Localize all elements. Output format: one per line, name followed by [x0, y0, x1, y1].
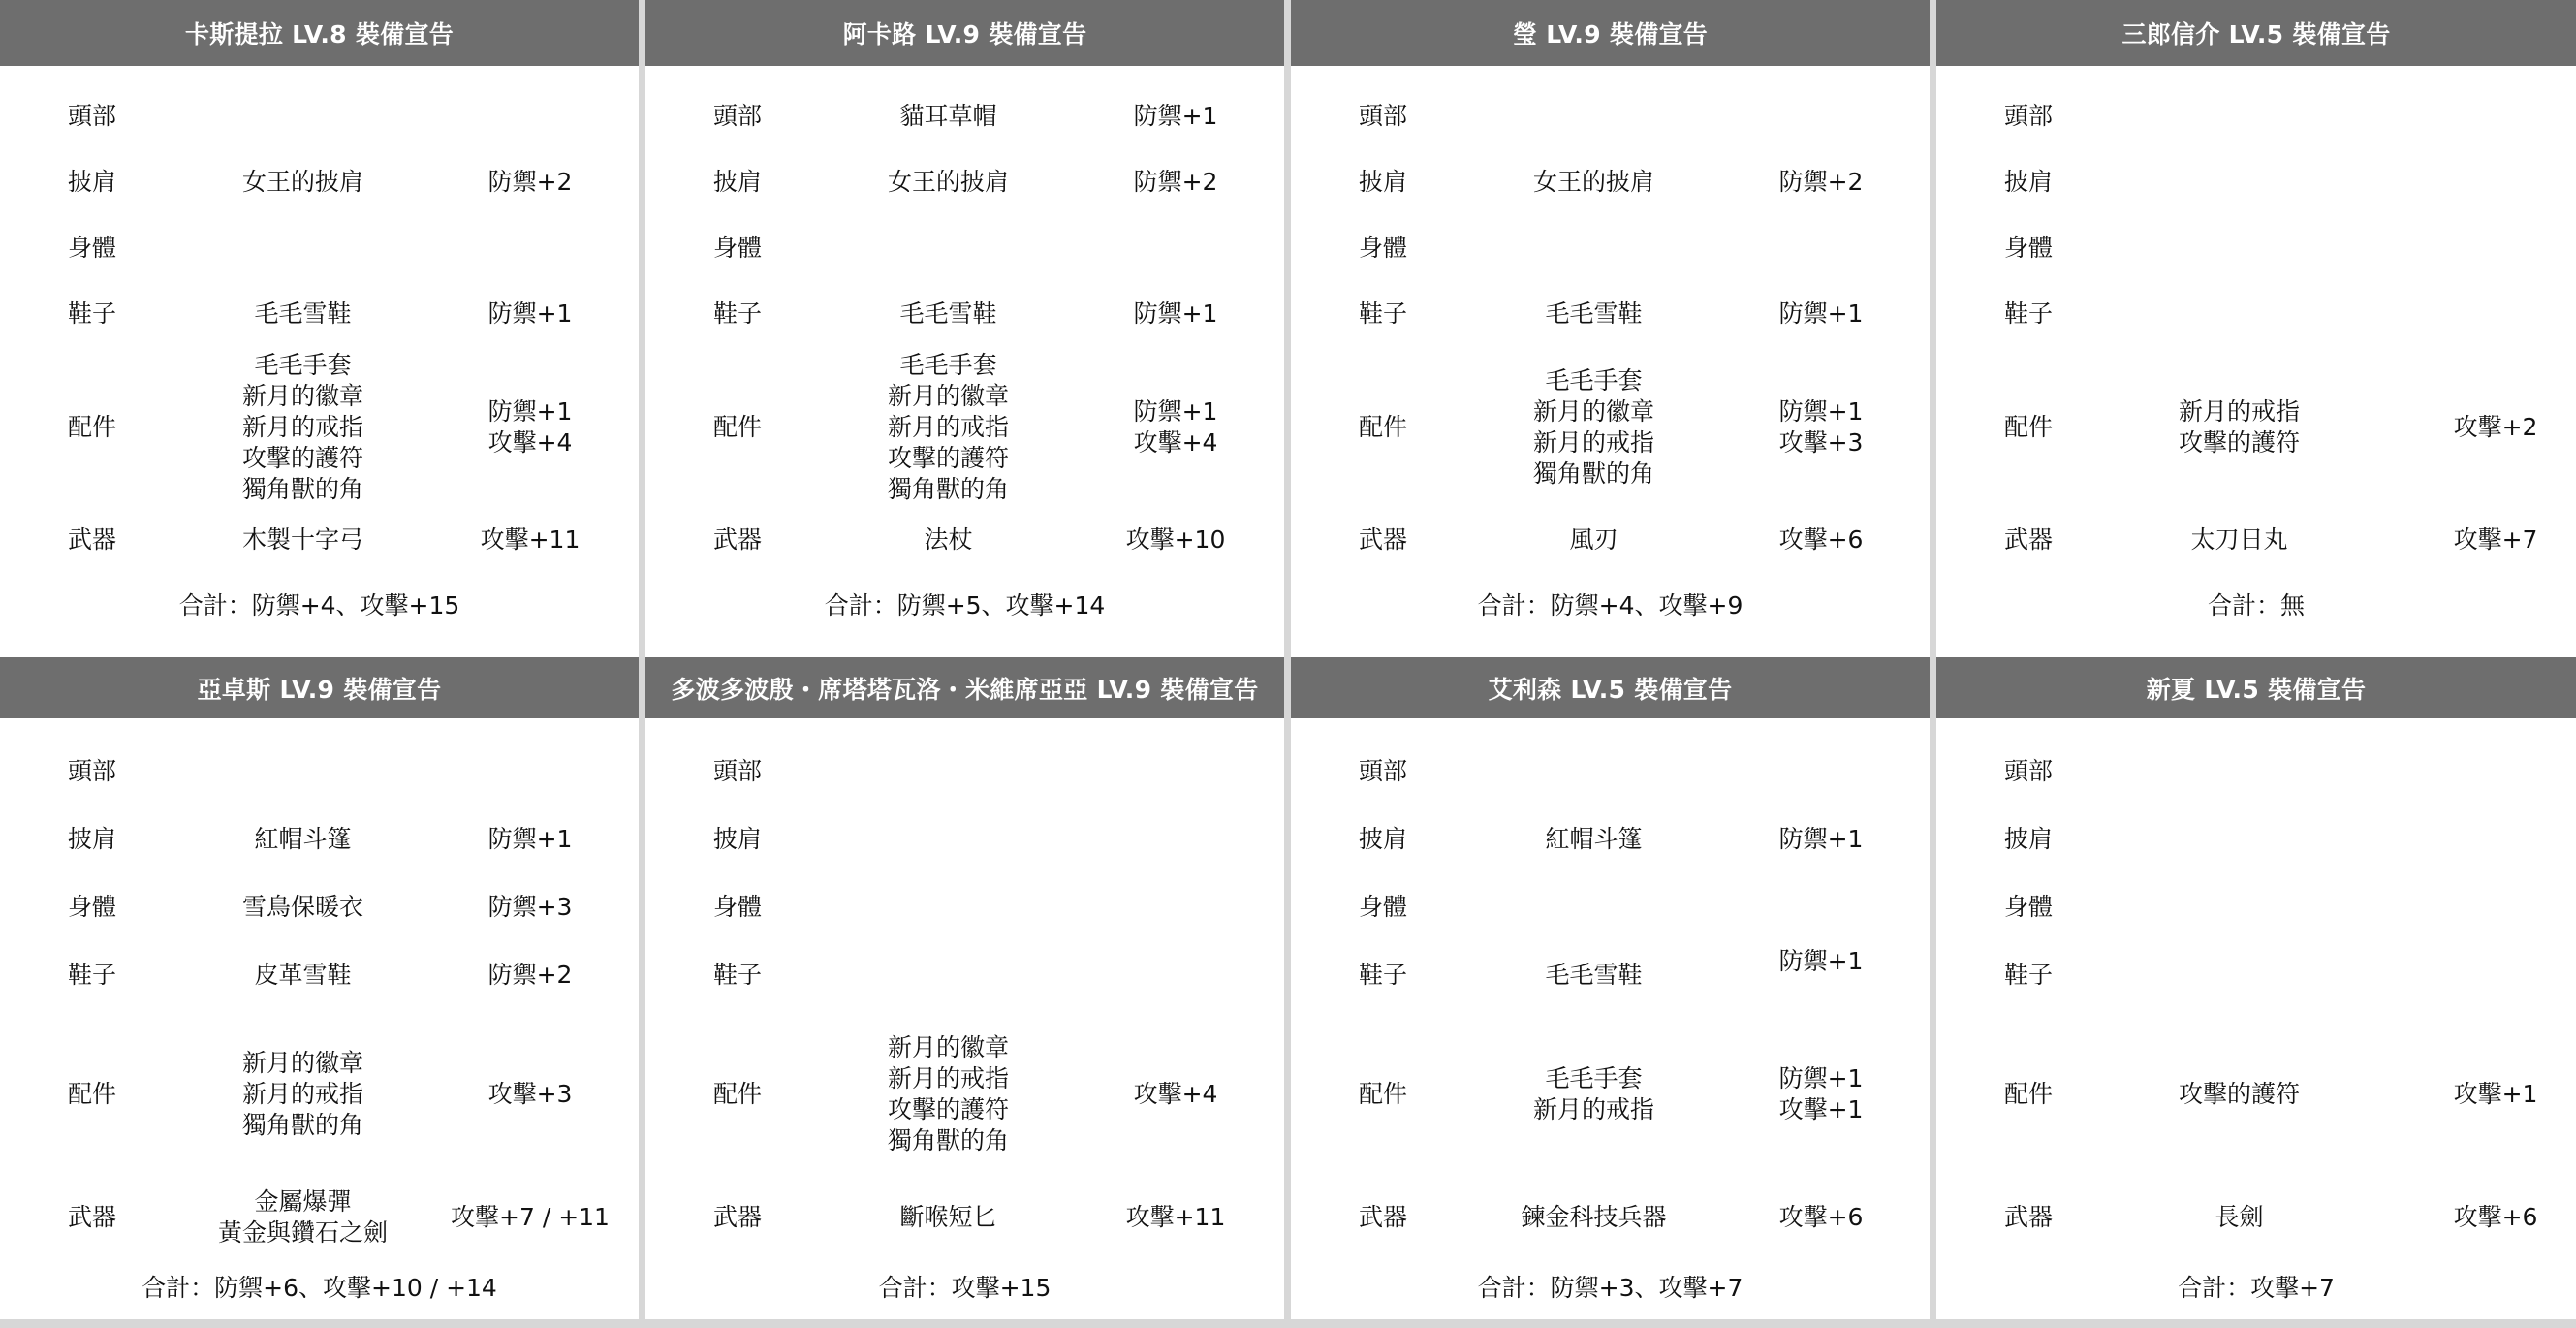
- stat-bonus: [1712, 167, 1930, 198]
- stat-bonus: [1712, 524, 1930, 555]
- slot-label: 武器: [712, 525, 762, 553]
- item-name: 攻擊的護符: [887, 443, 1009, 472]
- slot-label: 身體: [2003, 234, 2053, 262]
- slot-shoes: [1936, 941, 2576, 1009]
- slot-accessory: [0, 347, 639, 507]
- stat-bonus-value: 攻擊+10: [1125, 525, 1226, 553]
- slot-accessory: [1291, 1009, 1930, 1179]
- slot-cape: [0, 149, 639, 215]
- panel-total: 合計：防禦+4、攻擊+15: [178, 591, 460, 619]
- item-names: [830, 350, 1067, 505]
- slot-label: 配件: [2003, 1079, 2053, 1108]
- slot-label: 頭部: [67, 102, 116, 130]
- slot-label: 頭部: [2003, 757, 2053, 785]
- slot-accessory: [1936, 1009, 2576, 1179]
- slot-label: 配件: [1358, 412, 1407, 441]
- slot-shoes: [645, 281, 1284, 347]
- stat-bonus: [1712, 1063, 1930, 1125]
- panel-total: 合計：防禦+4、攻擊+9: [1477, 591, 1744, 619]
- slot-weapon: [1936, 1179, 2576, 1256]
- item-name: 新月的戒指: [1532, 1094, 1654, 1123]
- slot-head: [1291, 83, 1930, 149]
- item-name: 女王的披肩: [887, 168, 1009, 196]
- slot-label: 身體: [67, 234, 116, 262]
- slot-accessory: [1936, 347, 2576, 507]
- panel-total: 合計：防禦+6、攻擊+10 / +14: [141, 1274, 497, 1302]
- item-name: 新月的戒指: [1532, 427, 1654, 457]
- item-name: 法杖: [924, 525, 973, 553]
- stat-bonus: [422, 524, 639, 555]
- slot-cape: [1936, 806, 2576, 873]
- stat-bonus-value: 防禦+1: [1133, 300, 1218, 328]
- slot-label: 頭部: [712, 102, 762, 130]
- item-name: 攻擊的護符: [887, 1094, 1009, 1123]
- item-name: 攻擊的護符: [2178, 1079, 2300, 1108]
- slot-head: [0, 83, 639, 149]
- slot-body: [645, 215, 1284, 281]
- item-name: 毛毛手套: [899, 350, 997, 379]
- stat-bonus: [1712, 946, 1930, 977]
- panel-body: [645, 718, 1284, 1319]
- slot-accessory: [1291, 347, 1930, 507]
- slot-body: [1936, 873, 2576, 941]
- item-names: [1475, 1202, 1712, 1233]
- stat-bonus-value: 攻擊+4: [1133, 427, 1218, 457]
- stat-bonus: [2358, 1202, 2575, 1233]
- stat-bonus: [1712, 824, 1930, 855]
- slot-shoes: [1291, 941, 1930, 1009]
- slot-accessory: [645, 347, 1284, 507]
- stat-bonus-value: 防禦+1: [1133, 396, 1218, 426]
- panel-total: 合計：防禦+5、攻擊+14: [824, 591, 1106, 619]
- panel-title: 三郎信介 LV.5 裝備宣告: [1936, 0, 2576, 66]
- slot-accessory: [645, 1009, 1284, 1179]
- stat-bonus: [422, 167, 639, 198]
- stat-bonus: [422, 960, 639, 991]
- slot-label: 頭部: [712, 757, 762, 785]
- stat-bonus: [1712, 1202, 1930, 1233]
- slot-label: 鞋子: [2003, 300, 2053, 328]
- stat-bonus: [1067, 1202, 1284, 1233]
- slot-cape: [645, 806, 1284, 873]
- item-names: [1475, 960, 1712, 991]
- stat-bonus: [422, 396, 639, 458]
- equipment-panel: [645, 0, 1284, 657]
- slot-label: 身體: [2003, 893, 2053, 921]
- slot-body: [1291, 215, 1930, 281]
- item-name: 新月的戒指: [241, 412, 363, 441]
- panel-title: 卡斯提拉 LV.8 裝備宣告: [0, 0, 639, 66]
- slot-cape: [1291, 149, 1930, 215]
- slot-label: 身體: [712, 234, 762, 262]
- stat-bonus-value: 攻擊+4: [1133, 1079, 1218, 1108]
- item-names: [184, 960, 422, 991]
- slot-label: 武器: [67, 525, 116, 553]
- equipment-panel: [1291, 0, 1930, 657]
- slot-label: 配件: [1358, 1079, 1407, 1108]
- stat-bonus: [1067, 299, 1284, 330]
- item-names: [2120, 1079, 2358, 1110]
- item-name: 風刃: [1569, 525, 1618, 553]
- slot-label: 披肩: [1358, 168, 1407, 196]
- stat-bonus-value: 攻擊+3: [1778, 427, 1864, 457]
- slot-body: [1291, 873, 1930, 941]
- stat-bonus-value: 攻擊+11: [1125, 1203, 1226, 1231]
- item-names: [1475, 524, 1712, 555]
- equipment-panel: [0, 657, 639, 1319]
- panel-title: 多波多波殷・席塔塔瓦洛・米維席亞亞 LV.9 裝備宣告: [645, 657, 1284, 718]
- stat-bonus-value: 防禦+1: [1133, 102, 1218, 130]
- item-name: 長劍: [2215, 1203, 2264, 1231]
- panel-body: [0, 718, 639, 1319]
- item-name: 毛毛雪鞋: [1545, 961, 1643, 989]
- slot-label: 身體: [712, 893, 762, 921]
- item-name: 貓耳草帽: [899, 102, 997, 130]
- slot-head: [1936, 83, 2576, 149]
- stat-bonus-value: 防禦+1: [487, 396, 573, 426]
- item-name: 毛毛雪鞋: [254, 300, 352, 328]
- stat-bonus-value: 防禦+1: [1778, 300, 1864, 328]
- slot-shoes: [0, 941, 639, 1009]
- item-name: 獨角獸的角: [887, 474, 1009, 503]
- slot-label: 武器: [712, 1203, 762, 1231]
- item-names: [1475, 824, 1712, 855]
- stat-bonus: [2358, 412, 2575, 443]
- item-name: 鍊金科技兵器: [1521, 1203, 1667, 1231]
- slot-label: 鞋子: [712, 961, 762, 989]
- item-names: [830, 524, 1067, 555]
- item-name: 新月的徽章: [1532, 396, 1654, 426]
- item-names: [1475, 167, 1712, 198]
- slot-weapon: [645, 1179, 1284, 1256]
- item-name: 毛毛手套: [254, 350, 352, 379]
- slot-label: 披肩: [67, 825, 116, 853]
- slot-label: 武器: [1358, 1203, 1407, 1231]
- slot-weapon: [1291, 1179, 1930, 1256]
- item-name: 毛毛手套: [1545, 365, 1643, 395]
- item-name: 獨角獸的角: [1532, 458, 1654, 488]
- item-names: [830, 1202, 1067, 1233]
- slot-label: 披肩: [67, 168, 116, 196]
- item-name: 太刀日丸: [2190, 525, 2288, 553]
- item-names: [184, 524, 422, 555]
- panel-total: 合計：防禦+3、攻擊+7: [1477, 1274, 1744, 1302]
- panel-title: 新夏 LV.5 裝備宣告: [1936, 657, 2576, 718]
- item-names: [184, 350, 422, 505]
- item-name: 新月的戒指: [241, 1079, 363, 1108]
- item-names: [184, 824, 422, 855]
- slot-label: 鞋子: [1358, 300, 1407, 328]
- panel-title: 阿卡路 LV.9 裝備宣告: [645, 0, 1284, 66]
- slot-label: 頭部: [1358, 102, 1407, 130]
- slot-accessory: [0, 1009, 639, 1179]
- item-name: 金屬爆彈: [254, 1187, 352, 1216]
- item-name: 斷喉短匕: [899, 1203, 997, 1231]
- slot-body: [0, 215, 639, 281]
- slot-label: 披肩: [2003, 168, 2053, 196]
- slot-shoes: [645, 941, 1284, 1009]
- stat-bonus: [422, 824, 639, 855]
- stat-bonus-value: 防禦+2: [487, 961, 573, 989]
- slot-body: [1936, 215, 2576, 281]
- item-names: [184, 1048, 422, 1141]
- slot-weapon: [1291, 507, 1930, 573]
- panel-body: [645, 66, 1284, 657]
- slot-cape: [0, 806, 639, 873]
- equipment-panel: [1291, 657, 1930, 1319]
- stat-bonus: [1712, 299, 1930, 330]
- item-names: [830, 1032, 1067, 1156]
- stat-bonus: [2358, 524, 2575, 555]
- stat-bonus-value: 攻擊+6: [2453, 1203, 2538, 1231]
- stat-bonus-value: 攻擊+4: [487, 427, 573, 457]
- slot-body: [0, 873, 639, 941]
- item-name: 木製十字弓: [241, 525, 363, 553]
- slot-cape: [645, 149, 1284, 215]
- item-name: 新月的徽章: [887, 1032, 1009, 1061]
- item-name: 黃金與鑽石之劍: [217, 1218, 388, 1247]
- item-name: 紅帽斗篷: [254, 825, 352, 853]
- slot-label: 頭部: [2003, 102, 2053, 130]
- item-names: [1475, 299, 1712, 330]
- slot-label: 鞋子: [67, 961, 116, 989]
- stat-bonus-value: 防禦+2: [1778, 168, 1864, 196]
- stat-bonus-value: 防禦+1: [1778, 396, 1864, 426]
- stat-bonus: [1067, 1079, 1284, 1110]
- slot-head: [0, 738, 639, 806]
- item-name: 新月的戒指: [2178, 396, 2300, 426]
- stat-bonus-value: 防禦+2: [487, 168, 573, 196]
- item-name: 獨角獸的角: [887, 1125, 1009, 1154]
- stat-bonus-value: 攻擊+3: [487, 1079, 573, 1108]
- slot-weapon: [1936, 507, 2576, 573]
- panel-body: [1291, 718, 1930, 1319]
- stat-bonus-value: 攻擊+6: [1778, 1203, 1864, 1231]
- stat-bonus-value: 攻擊+2: [2453, 412, 2538, 441]
- panel-body: [1291, 66, 1930, 657]
- slot-head: [1936, 738, 2576, 806]
- slot-label: 配件: [2003, 412, 2053, 441]
- item-names: [184, 892, 422, 923]
- stat-bonus: [422, 1079, 639, 1110]
- stat-bonus-value: 攻擊+7: [2453, 525, 2538, 553]
- stat-bonus-value: 防禦+3: [487, 893, 573, 921]
- panel-total: 合計：攻擊+15: [878, 1274, 1052, 1302]
- item-names: [830, 101, 1067, 132]
- panel-title: 艾利森 LV.5 裝備宣告: [1291, 657, 1930, 718]
- panel-total: 合計：無: [2207, 591, 2305, 619]
- equipment-panel: [1936, 657, 2576, 1319]
- slot-weapon: [0, 1179, 639, 1256]
- slot-label: 配件: [67, 412, 116, 441]
- panel-total: 合計：攻擊+7: [2178, 1274, 2335, 1302]
- slot-cape: [1936, 149, 2576, 215]
- slot-head: [645, 738, 1284, 806]
- slot-label: 身體: [1358, 893, 1407, 921]
- item-names: [1475, 365, 1712, 490]
- equipment-panel: [1936, 0, 2576, 657]
- stat-bonus: [1067, 167, 1284, 198]
- slot-label: 披肩: [2003, 825, 2053, 853]
- item-names: [830, 299, 1067, 330]
- slot-label: 鞋子: [1358, 961, 1407, 989]
- stat-bonus-value: 攻擊+1: [1778, 1094, 1864, 1123]
- panel-body: [1936, 66, 2576, 657]
- slot-label: 鞋子: [2003, 961, 2053, 989]
- panel-title: 亞卓斯 LV.9 裝備宣告: [0, 657, 639, 718]
- stat-bonus-value: 攻擊+1: [2453, 1079, 2538, 1108]
- panel-title: 瑩 LV.9 裝備宣告: [1291, 0, 1930, 66]
- item-name: 毛毛手套: [1545, 1063, 1643, 1092]
- item-name: 女王的披肩: [1532, 168, 1654, 196]
- item-name: 新月的徽章: [887, 381, 1009, 410]
- slot-label: 身體: [1358, 234, 1407, 262]
- item-name: 紅帽斗篷: [1545, 825, 1643, 853]
- slot-label: 頭部: [67, 757, 116, 785]
- stat-bonus-value: 攻擊+11: [480, 525, 581, 553]
- stat-bonus: [422, 299, 639, 330]
- item-names: [184, 1186, 422, 1249]
- stat-bonus: [1067, 101, 1284, 132]
- item-names: [2120, 524, 2358, 555]
- slot-label: 披肩: [1358, 825, 1407, 853]
- stat-bonus-value: 防禦+1: [487, 825, 573, 853]
- item-name: 皮革雪鞋: [254, 961, 352, 989]
- slot-label: 披肩: [712, 825, 762, 853]
- stat-bonus-value: 防禦+1: [1778, 825, 1864, 853]
- equipment-panel: [645, 657, 1284, 1319]
- slot-head: [1291, 738, 1930, 806]
- slot-head: [645, 83, 1284, 149]
- slot-label: 武器: [67, 1203, 116, 1231]
- item-name: 獨角獸的角: [241, 474, 363, 503]
- slot-label: 頭部: [1358, 757, 1407, 785]
- slot-label: 鞋子: [712, 300, 762, 328]
- panel-body: [0, 66, 639, 657]
- item-name: 攻擊的護符: [241, 443, 363, 472]
- item-name: 女王的披肩: [241, 168, 363, 196]
- item-name: 獨角獸的角: [241, 1110, 363, 1139]
- stat-bonus-value: 攻擊+6: [1778, 525, 1864, 553]
- stat-bonus: [1067, 524, 1284, 555]
- item-names: [830, 167, 1067, 198]
- stat-bonus: [2358, 1079, 2575, 1110]
- slot-label: 配件: [712, 1079, 762, 1108]
- item-names: [2120, 1202, 2358, 1233]
- item-name: 新月的戒指: [887, 412, 1009, 441]
- slot-label: 武器: [1358, 525, 1407, 553]
- item-name: 毛毛雪鞋: [1545, 300, 1643, 328]
- stat-bonus-value: 防禦+2: [1133, 168, 1218, 196]
- slot-label: 武器: [2003, 525, 2053, 553]
- slot-shoes: [1291, 281, 1930, 347]
- slot-label: 披肩: [712, 168, 762, 196]
- stat-bonus: [422, 1202, 639, 1233]
- panel-body: [1936, 718, 2576, 1319]
- stat-bonus-value: 防禦+1: [1778, 1063, 1864, 1092]
- slot-shoes: [1936, 281, 2576, 347]
- item-names: [184, 299, 422, 330]
- item-name: 毛毛雪鞋: [899, 300, 997, 328]
- slot-cape: [1291, 806, 1930, 873]
- slot-label: 鞋子: [67, 300, 116, 328]
- stat-bonus: [1712, 396, 1930, 458]
- stat-bonus-value: 防禦+1: [1778, 947, 1864, 975]
- stat-bonus-value: 防禦+1: [487, 300, 573, 328]
- item-name: 新月的徽章: [241, 381, 363, 410]
- slot-shoes: [0, 281, 639, 347]
- item-name: 新月的徽章: [241, 1048, 363, 1077]
- item-names: [1475, 1063, 1712, 1125]
- stat-bonus: [422, 892, 639, 923]
- stat-bonus-value: 攻擊+7 / +11: [451, 1203, 610, 1231]
- item-name: 攻擊的護符: [2178, 427, 2300, 457]
- slot-body: [645, 873, 1284, 941]
- slot-weapon: [0, 507, 639, 573]
- equipment-panel: [0, 0, 639, 657]
- item-names: [2120, 396, 2358, 458]
- slot-label: 配件: [67, 1079, 116, 1108]
- item-name: 雪鳥保暖衣: [241, 893, 363, 921]
- slot-label: 武器: [2003, 1203, 2053, 1231]
- item-names: [184, 167, 422, 198]
- slot-label: 配件: [712, 412, 762, 441]
- item-name: 新月的戒指: [887, 1063, 1009, 1092]
- slot-weapon: [645, 507, 1284, 573]
- slot-label: 身體: [67, 893, 116, 921]
- stat-bonus: [1067, 396, 1284, 458]
